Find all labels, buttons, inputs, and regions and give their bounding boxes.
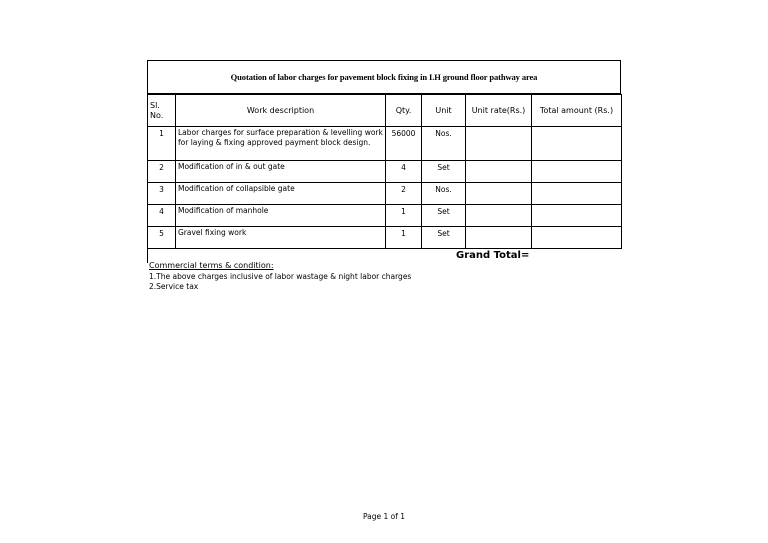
row-unit: Set: [422, 227, 466, 249]
row-qty: 1: [386, 205, 422, 227]
table-row: [148, 161, 622, 183]
header-sl-no: Sl. No.: [148, 95, 176, 127]
row-unit-rate[interactable]: [466, 227, 532, 249]
quotation-sheet: [147, 60, 621, 263]
row-qty: 2: [386, 183, 422, 205]
row-unit-rate[interactable]: [466, 205, 532, 227]
terms-heading: Commercial terms & condition:: [149, 261, 274, 270]
row-unit-rate[interactable]: [466, 183, 532, 205]
row-sl: 3: [148, 183, 176, 205]
row-qty: 56000: [386, 127, 422, 161]
row-sl: 1: [148, 127, 176, 161]
header-description: Work description: [176, 95, 386, 127]
row-total-amount[interactable]: [532, 227, 622, 249]
header-unit: Unit: [422, 95, 466, 127]
row-total-amount[interactable]: [532, 161, 622, 183]
row-description: Modification of collapsible gate: [176, 183, 386, 205]
table-header-row: [148, 95, 622, 127]
row-description: Modification of in & out gate: [176, 161, 386, 183]
grand-total-label: Grand Total=: [456, 250, 530, 261]
terms-item: 1.The above charges inclusive of labor wastage & night labor charges: [149, 271, 412, 281]
row-unit: Nos.: [422, 183, 466, 205]
document-title: Quotation of labor charges for pavement block fixing in I.H ground floor pathway area: [147, 60, 621, 94]
header-total-amount: Total amount (Rs.): [532, 95, 622, 127]
row-description: Modification of manhole: [176, 205, 386, 227]
header-unit-rate: Unit rate(Rs.): [466, 95, 532, 127]
row-unit-rate[interactable]: [466, 161, 532, 183]
row-total-amount[interactable]: [532, 127, 622, 161]
table-row: [148, 227, 622, 249]
terms-item: 2.Service tax: [149, 282, 199, 291]
table-row: [148, 205, 622, 227]
page-footer: Page 1 of 1: [362, 512, 406, 521]
row-sl: 2: [148, 161, 176, 183]
table-row: [148, 183, 622, 205]
row-unit-rate[interactable]: [466, 127, 532, 161]
row-unit: Set: [422, 205, 466, 227]
commercial-terms: [149, 261, 411, 293]
row-unit: Nos.: [422, 127, 466, 161]
row-total-amount[interactable]: [532, 183, 622, 205]
header-qty: Qty.: [386, 95, 422, 127]
row-description: Gravel fixing work: [176, 227, 386, 249]
row-qty: 1: [386, 227, 422, 249]
row-qty: 4: [386, 161, 422, 183]
row-sl: 5: [148, 227, 176, 249]
row-sl: 4: [148, 205, 176, 227]
row-description: Labor charges for surface preparation & levelling work for laying & fixing approved payment block design.: [176, 127, 386, 161]
row-unit: Set: [422, 161, 466, 183]
table-row: [148, 127, 622, 161]
row-total-amount[interactable]: [532, 205, 622, 227]
quotation-table: [147, 94, 622, 249]
